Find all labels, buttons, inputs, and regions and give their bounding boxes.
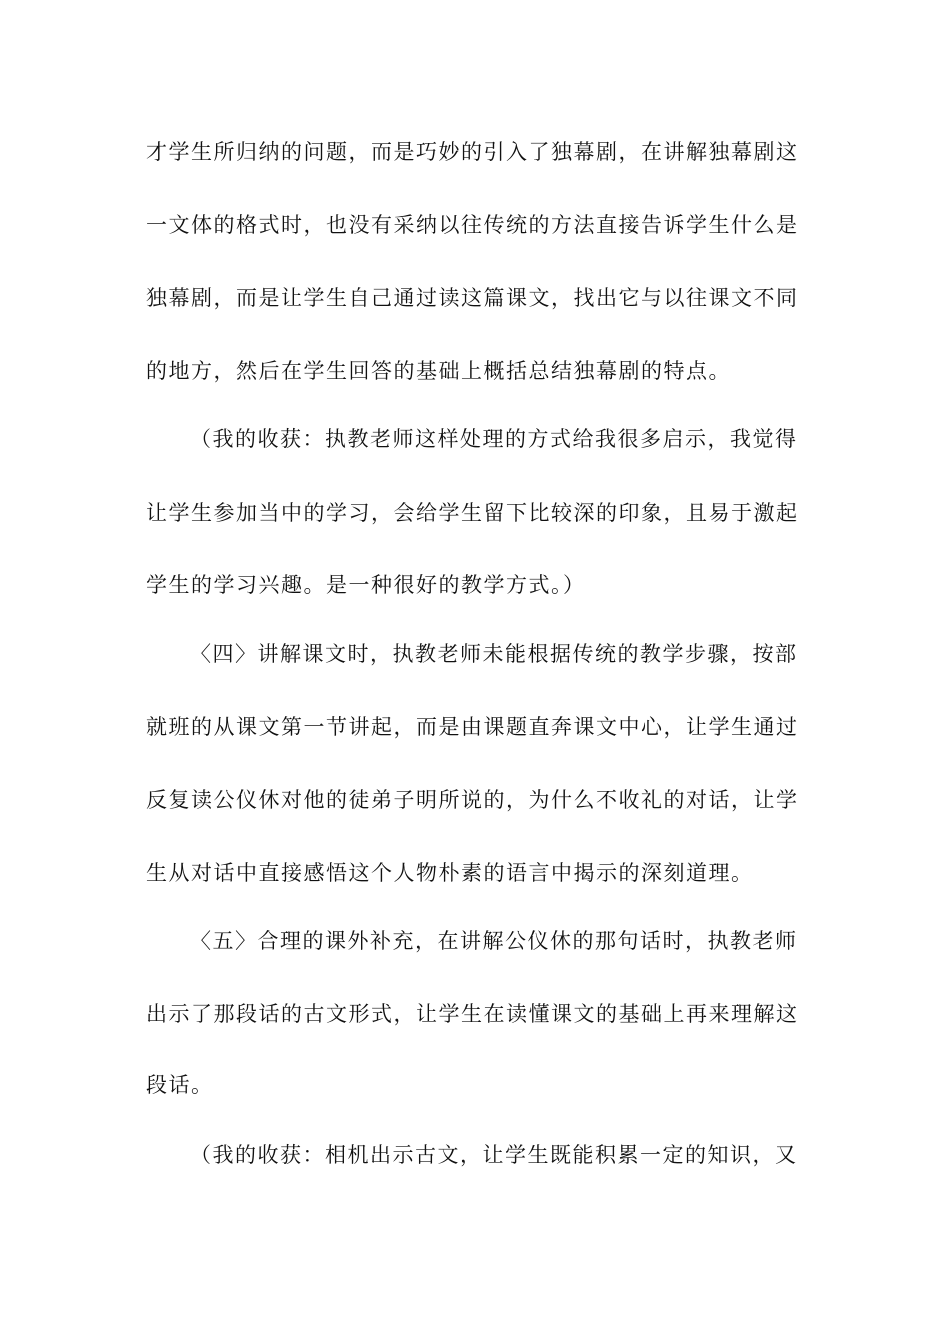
text-line: 就班的从课文第一节讲起，而是由课题直奔课文中心，让学生通过	[146, 715, 799, 739]
text-line: 学生的学习兴趣。是一种很好的教学方式。）	[146, 573, 586, 597]
text-line: 才学生所归纳的问题，而是巧妙的引入了独幕剧，在讲解独幕剧这	[146, 140, 799, 164]
text-line: 生从对话中直接感悟这个人物朴素的语言中揭示的深刻道理。	[146, 861, 754, 885]
text-line: （我的收获：相机出示古文，让学生既能积累一定的知识，又	[190, 1143, 798, 1167]
text-line: 〈四〉讲解课文时，执教老师未能根据传统的教学步骤，按部	[190, 642, 798, 666]
text-line: 出示了那段话的古文形式，让学生在读懂课文的基础上再来理解这	[146, 1002, 799, 1026]
text-line: 反复读公仪休对他的徒弟子明所说的，为什么不收礼的对话，让学	[146, 788, 799, 812]
text-line: （我的收获：执教老师这样处理的方式给我很多启示，我觉得	[190, 427, 798, 451]
text-line: 让学生参加当中的学习，会给学生留下比较深的印象，且易于激起	[146, 501, 799, 525]
text-line: 段话。	[146, 1073, 214, 1097]
text-line: 独幕剧，而是让学生自己通过读这篇课文，找出它与以往课文不同	[146, 286, 799, 310]
text-line: 〈五〉合理的课外补充，在讲解公仪休的那句话时，执教老师	[190, 929, 798, 953]
text-line: 的地方，然后在学生回答的基础上概括总结独幕剧的特点。	[146, 359, 731, 383]
text-line: 一文体的格式时，也没有采纳以往传统的方法直接告诉学生什么是	[146, 213, 799, 237]
